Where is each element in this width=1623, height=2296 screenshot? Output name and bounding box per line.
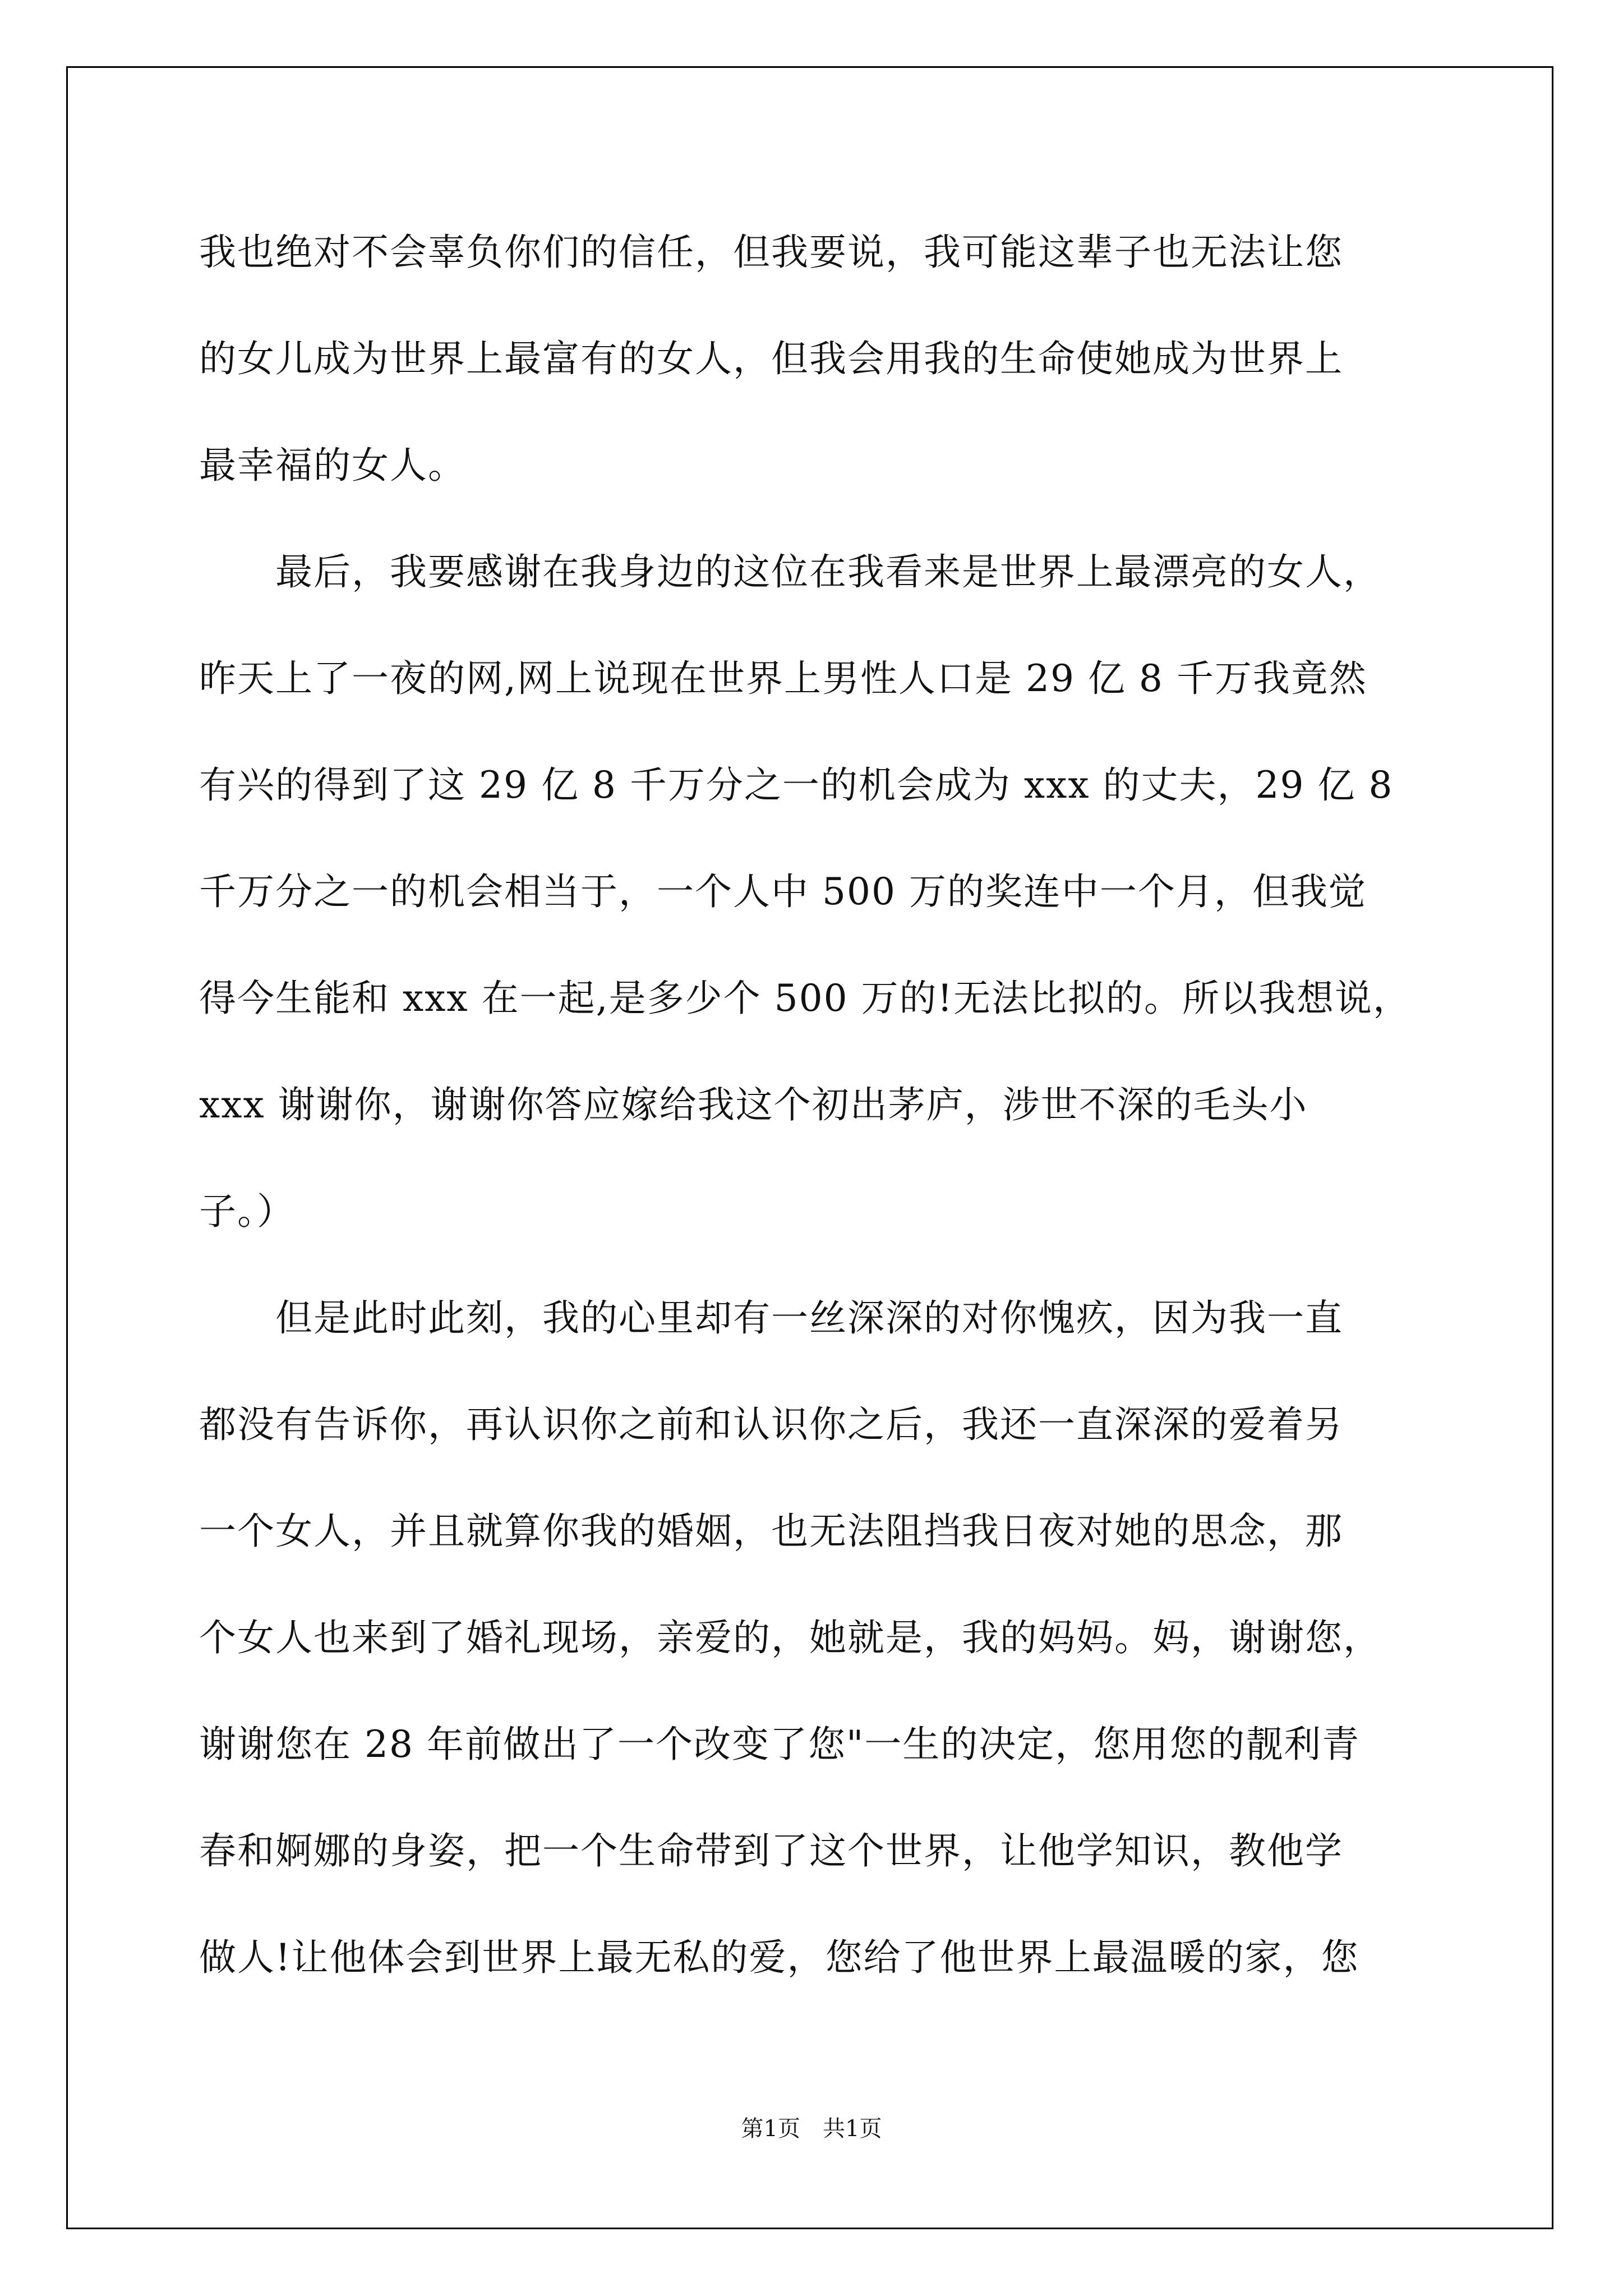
body-text-line: 一个女人，并且就算你我的婚姻，也无法阻挡我日夜对她的思念，那 — [199, 1510, 1343, 1553]
body-text-line: 的女儿成为世界上最富有的女人，但我会用我的生命使她成为世界上 — [199, 337, 1343, 380]
body-text-line: 个女人也来到了婚礼现场，亲爱的，她就是，我的妈妈。妈，谢谢您， — [199, 1616, 1381, 1659]
body-text-line: 最后，我要感谢在我身边的这位在我看来是世界上最漂亮的女人， — [199, 550, 1381, 593]
body-text-line: 子。） — [199, 1190, 295, 1233]
body-text-line: 都没有告诉你，再认识你之前和认识你之后，我还一直深深的爱着另 — [199, 1403, 1343, 1446]
body-text-line: 有兴的得到了这 29 亿 8 千万分之一的机会成为 xxx 的丈夫，29 亿 8 — [199, 763, 1394, 807]
body-text-line: 做人!让他体会到世界上最无私的爱，您给了他世界上最温暖的家，您 — [199, 1936, 1359, 1979]
body-text-line: 最幸福的女人。 — [199, 444, 466, 487]
body-text-line: 得今生能和 xxx 在一起,是多少个 500 万的!无法比拟的。所以我想说， — [199, 977, 1412, 1020]
body-text-line: 谢谢您在 28 年前做出了一个改变了您"一生的决定，您用您的靓利青 — [199, 1723, 1361, 1766]
body-text-line: 千万分之一的机会相当于，一个人中 500 万的奖连中一个月，但我觉 — [199, 870, 1367, 913]
body-text-line: 昨天上了一夜的网,网上说现在世界上男性人口是 29 亿 8 千万我竟然 — [199, 657, 1367, 700]
page-border — [66, 66, 1553, 2229]
body-text-line: xxx 谢谢你，谢谢你答应嫁给我这个初出茅庐，涉世不深的毛头小 — [199, 1083, 1308, 1126]
body-text-line: 春和婀娜的身姿，把一个生命带到了这个世界，让他学知识，教他学 — [199, 1829, 1343, 1872]
body-text-line: 我也绝对不会辜负你们的信任，但我要说，我可能这辈子也无法让您 — [199, 231, 1343, 274]
page-number-footer: 第1页 共1页 — [741, 2116, 882, 2142]
body-text-line: 但是此时此刻，我的心里却有一丝深深的对你愧疚，因为我一直 — [199, 1296, 1343, 1340]
